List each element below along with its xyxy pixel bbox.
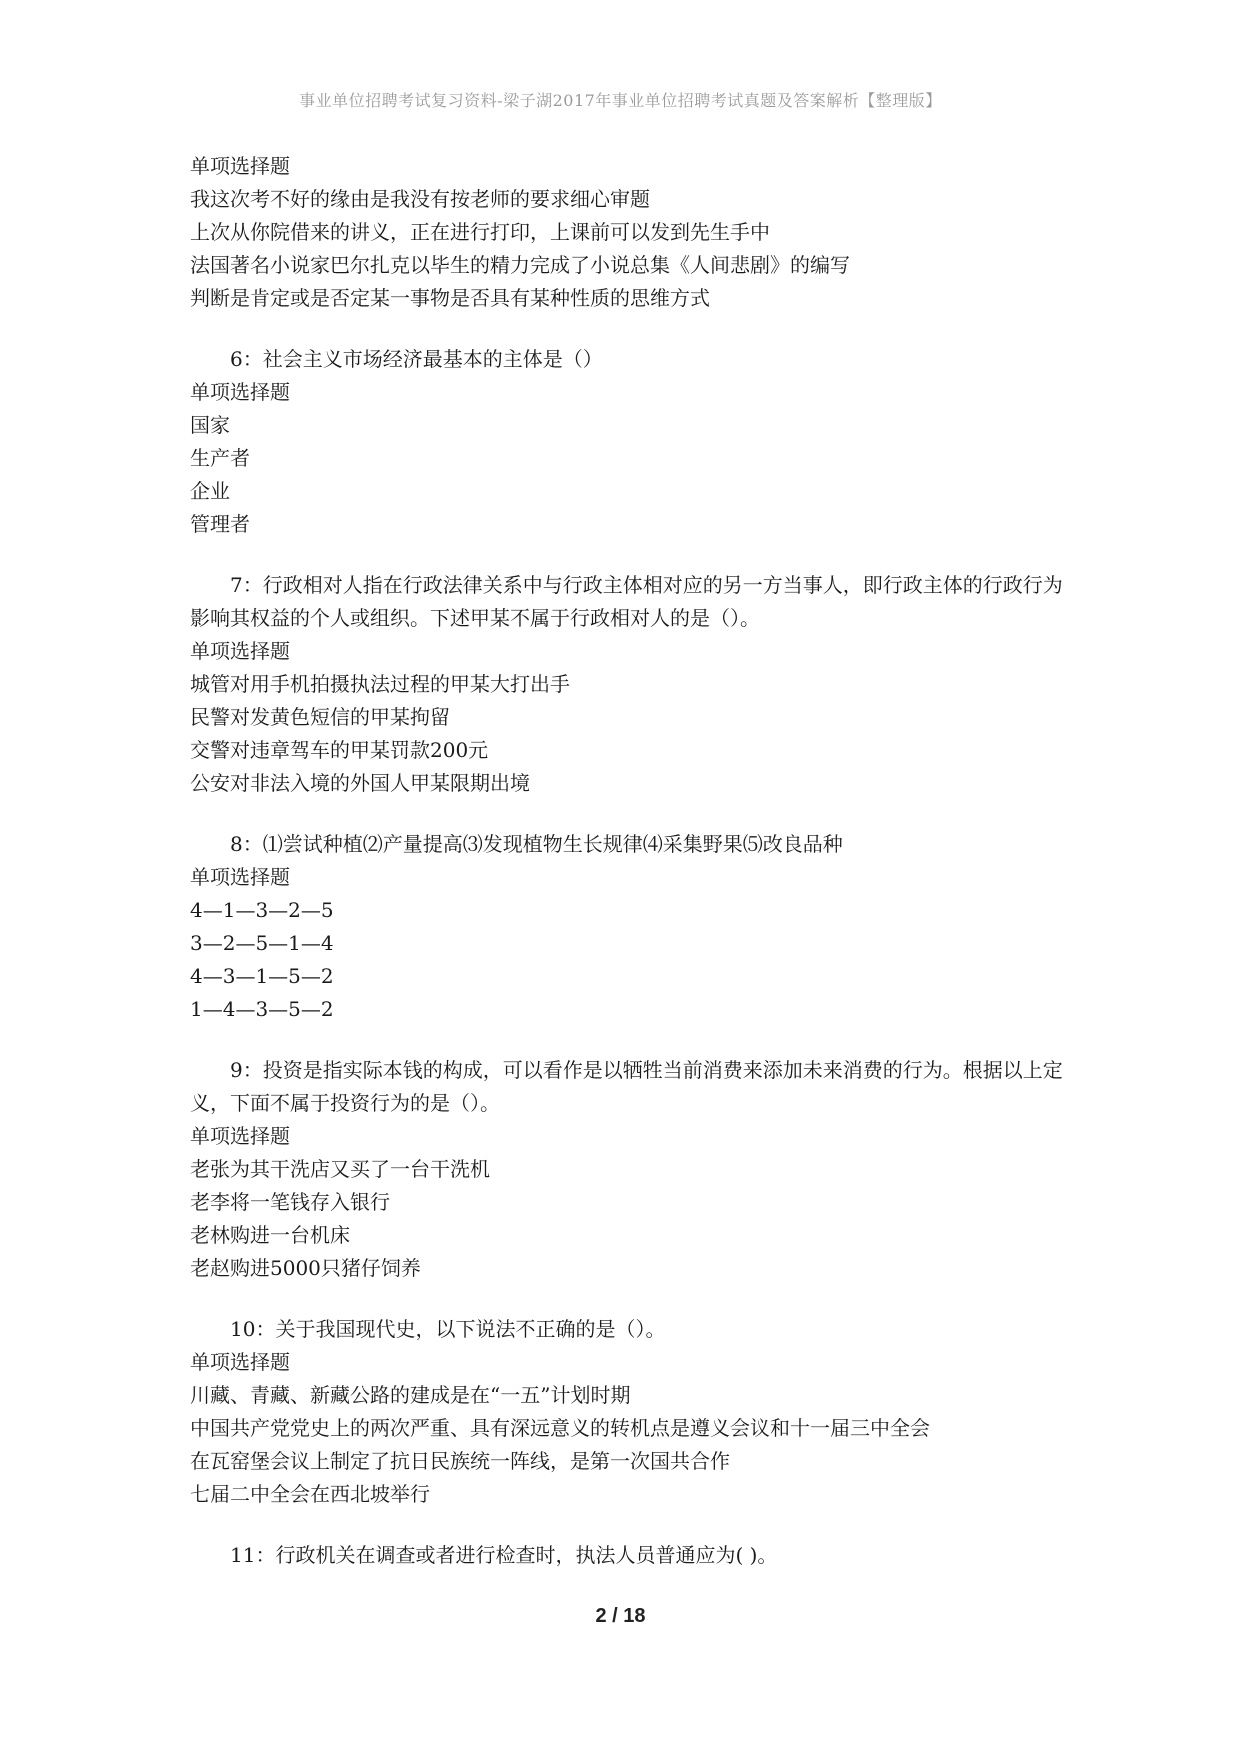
- option-b: 生产者: [190, 446, 250, 470]
- option-d: 老赵购进5000只猪仔饲养: [190, 1256, 421, 1280]
- question-text: 8：⑴尝试种植⑵产量提高⑶发现植物生长规律⑷采集野果⑸改良品种: [230, 832, 843, 856]
- option-b: 老李将一笔钱存入银行: [190, 1190, 390, 1214]
- question-8: [190, 828, 1070, 1026]
- question-type-label: 单项选择题: [190, 1350, 290, 1374]
- question-type-label: 单项选择题: [190, 865, 290, 889]
- page-number: 2 / 18: [595, 1605, 646, 1627]
- option-b: 上次从你院借来的讲义，正在进行打印，上课前可以发到先生手中: [190, 220, 770, 244]
- option-c: 企业: [190, 479, 230, 503]
- question-11: [190, 1539, 1070, 1572]
- page-content: [190, 150, 1070, 1572]
- page-header: 事业单位招聘考试复习资料-梁子湖2017年事业单位招聘考试真题及答案解析【整理版】: [299, 91, 942, 110]
- question-text: 7：行政相对人指在行政法律关系中与行政主体相对应的另一方当事人，即行政主体的行政行为影响其权益的个人或组织。下述甲某不属于行政相对人的是（）。: [190, 573, 1063, 630]
- option-b: 中国共产党党史上的两次严重、具有深远意义的转机点是遵义会议和十一届三中全会: [190, 1416, 930, 1440]
- option-c: 4—3—1—5—2: [190, 964, 334, 988]
- option-a: 4—1—3—2—5: [190, 898, 334, 922]
- option-a: 老张为其干洗店又买了一台干洗机: [190, 1157, 490, 1181]
- option-d: 判断是肯定或是否定某一事物是否具有某种性质的思维方式: [190, 286, 710, 310]
- option-d: 公安对非法入境的外国人甲某限期出境: [190, 771, 530, 795]
- question-5-continuation: [190, 150, 1070, 315]
- option-a: 城管对用手机拍摄执法过程的甲某大打出手: [190, 672, 570, 696]
- option-a: 国家: [190, 413, 230, 437]
- question-6: [190, 343, 1070, 541]
- question-type-label: 单项选择题: [190, 154, 290, 178]
- option-d: 1—4—3—5—2: [190, 997, 334, 1021]
- question-text: 6：社会主义市场经济最基本的主体是（）: [230, 347, 603, 371]
- question-text: 10：关于我国现代史，以下说法不正确的是（）。: [230, 1317, 666, 1341]
- option-c: 法国著名小说家巴尔扎克以毕生的精力完成了小说总集《人间悲剧》的编写: [190, 253, 850, 277]
- question-type-label: 单项选择题: [190, 639, 290, 663]
- option-c: 交警对违章驾车的甲某罚款200元: [190, 738, 489, 762]
- option-c: 老林购进一台机床: [190, 1223, 350, 1247]
- option-b: 3—2—5—1—4: [190, 931, 334, 955]
- option-d: 七届二中全会在西北坡举行: [190, 1482, 430, 1506]
- question-10: [190, 1313, 1070, 1511]
- option-d: 管理者: [190, 512, 250, 536]
- question-9: [190, 1054, 1070, 1285]
- question-7: [190, 569, 1070, 800]
- question-type-label: 单项选择题: [190, 1124, 290, 1148]
- question-type-label: 单项选择题: [190, 380, 290, 404]
- option-b: 民警对发黄色短信的甲某拘留: [190, 705, 450, 729]
- option-a: 川藏、青藏、新藏公路的建成是在“一五”计划时期: [190, 1383, 631, 1407]
- option-a: 我这次考不好的缘由是我没有按老师的要求细心审题: [190, 187, 650, 211]
- question-text: 11：行政机关在调查或者进行检查时，执法人员普通应为( )。: [230, 1543, 778, 1567]
- option-c: 在瓦窑堡会议上制定了抗日民族统一阵线，是第一次国共合作: [190, 1449, 730, 1473]
- question-text: 9：投资是指实际本钱的构成，可以看作是以牺牲当前消费来添加未来消费的行为。根据以上定义，下面不属于投资行为的是（）。: [190, 1058, 1063, 1115]
